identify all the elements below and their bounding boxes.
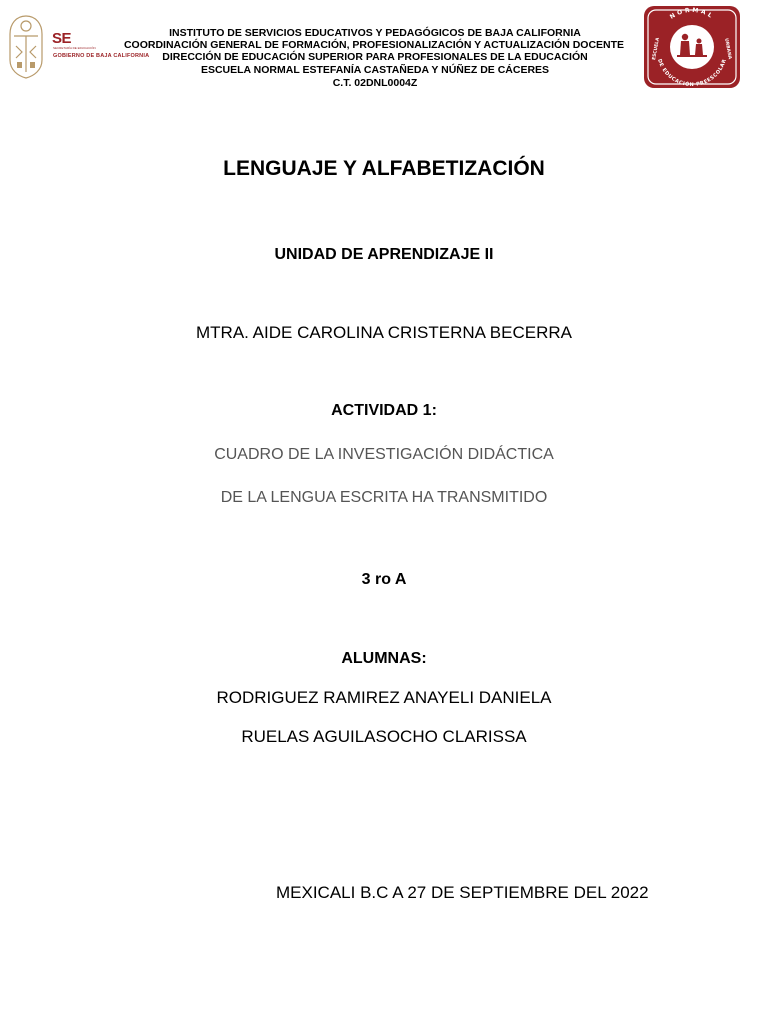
student-name: RUELAS AGUILASOCHO CLARISSA <box>241 727 527 746</box>
state-emblem-icon <box>6 12 46 82</box>
se-logo-subtitle: SECRETARÍA DE EDUCACIÓN <box>53 46 96 50</box>
course-title: LENGUAJE Y ALFABETIZACIÓN <box>223 157 545 180</box>
se-logo-caption: GOBIERNO DE BAJA CALIFORNIA <box>53 53 150 59</box>
seal-right-text: URBANA <box>723 38 732 60</box>
seal-top-text: NORMAL <box>668 6 716 21</box>
activity-label: ACTIVIDAD 1: <box>331 402 437 419</box>
seal-bottom-text: DE EDUCACIÓN PREESCOLAR <box>656 58 728 89</box>
se-logo-abbr: SE <box>52 30 72 47</box>
header-line-1: INSTITUTO DE SERVICIOS EDUCATIVOS Y PEDAGÓGICOS DE BAJA CALIFORNIA <box>169 27 581 39</box>
header-line-4: ESCUELA NORMAL ESTEFANÍA CASTAÑEDA Y NÚÑEZ DE CÁCERES <box>200 64 550 76</box>
header-line-3: DIRECCIÓN DE EDUCACIÓN SUPERIOR PARA PROFESIONALES DE LA EDUCACIÓN <box>162 51 588 63</box>
unit-title: UNIDAD DE APRENDIZAJE II <box>274 246 494 263</box>
seal-left-text: ESCUELA <box>652 37 661 61</box>
teacher-name: MTRA. AIDE CAROLINA CRISTERNA BECERRA <box>196 323 572 342</box>
header-line-5: C.T. 02DNL0004Z <box>332 77 418 89</box>
activity-title-line-2: DE LA LENGUA ESCRITA HA TRANSMITIDO <box>220 489 548 506</box>
activity-title-line-1: CUADRO DE LA INVESTIGACIÓN DIDÁCTICA <box>214 446 554 463</box>
header-line-2: COORDINACIÓN GENERAL DE FORMACIÓN, PROFESIONALIZACIÓN Y ACTUALIZACIÓN DOCENTE <box>123 39 625 51</box>
student-name: RODRIGUEZ RAMIREZ ANAYELI DANIELA <box>216 688 552 707</box>
group-label: 3 ro A <box>361 571 407 588</box>
place-date: MEXICALI B.C A 27 DE SEPTIEMBRE DEL 2022 <box>276 883 649 902</box>
school-seal <box>643 5 741 89</box>
students-label: ALUMNAS: <box>341 650 427 667</box>
